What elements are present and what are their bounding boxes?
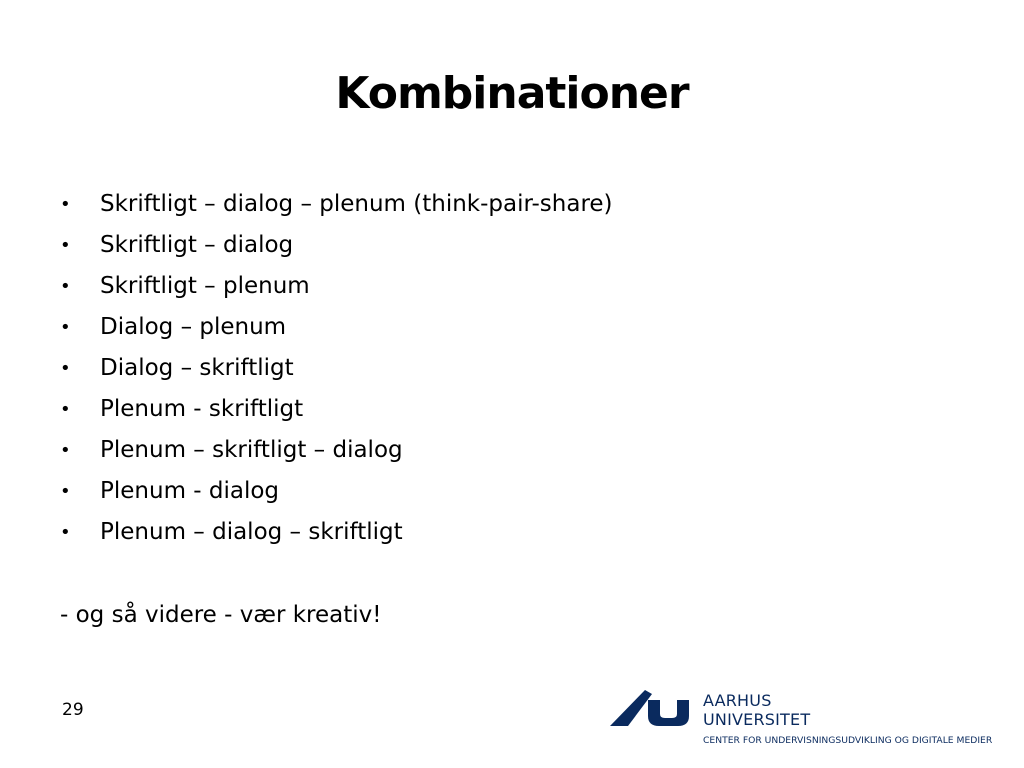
- au-logo-icon: [608, 688, 694, 728]
- bullet-item: [60, 307, 613, 348]
- bullet-text: Skriftligt – plenum: [100, 273, 310, 299]
- bullet-text: Plenum – skriftligt – dialog: [100, 437, 403, 463]
- bullet-item: [60, 471, 613, 512]
- aarhus-university-logo: [608, 688, 1020, 752]
- closing-line: - og så videre - vær kreativ!: [60, 602, 382, 628]
- logo-subtitle: CENTER FOR UNDERVISNINGSUDVIKLING OG DIGITALE MEDIER: [703, 735, 993, 746]
- page-number: 29: [62, 700, 84, 720]
- bullet-icon: •: [60, 194, 71, 215]
- bullet-icon: •: [60, 235, 71, 256]
- bullet-text: Plenum - skriftligt: [100, 396, 304, 422]
- bullet-list: [60, 184, 613, 553]
- bullet-text: Dialog – plenum: [100, 314, 287, 340]
- bullet-text: Dialog – skriftligt: [100, 355, 294, 381]
- bullet-text: Plenum – dialog – skriftligt: [100, 519, 403, 545]
- bullet-item: [60, 430, 613, 471]
- bullet-text: Skriftligt – dialog: [100, 232, 294, 258]
- logo-text-universitet: UNIVERSITET: [703, 710, 811, 729]
- bullet-item: [60, 348, 613, 389]
- bullet-icon: •: [60, 317, 71, 338]
- bullet-item: [60, 184, 613, 225]
- bullet-item: [60, 266, 613, 307]
- logo-text-aarhus: AARHUS: [703, 691, 772, 710]
- bullet-text: Skriftligt – dialog – plenum (think-pair-share): [100, 191, 613, 217]
- bullet-item: [60, 225, 613, 266]
- bullet-icon: •: [60, 522, 71, 543]
- bullet-icon: •: [60, 399, 71, 420]
- bullet-text: Plenum - dialog: [100, 478, 280, 504]
- bullet-icon: •: [60, 276, 71, 297]
- bullet-item: [60, 389, 613, 430]
- slide-title: Kombinationer: [335, 68, 689, 119]
- bullet-item: [60, 512, 613, 553]
- bullet-icon: •: [60, 358, 71, 379]
- bullet-icon: •: [60, 481, 71, 502]
- bullet-icon: •: [60, 440, 71, 461]
